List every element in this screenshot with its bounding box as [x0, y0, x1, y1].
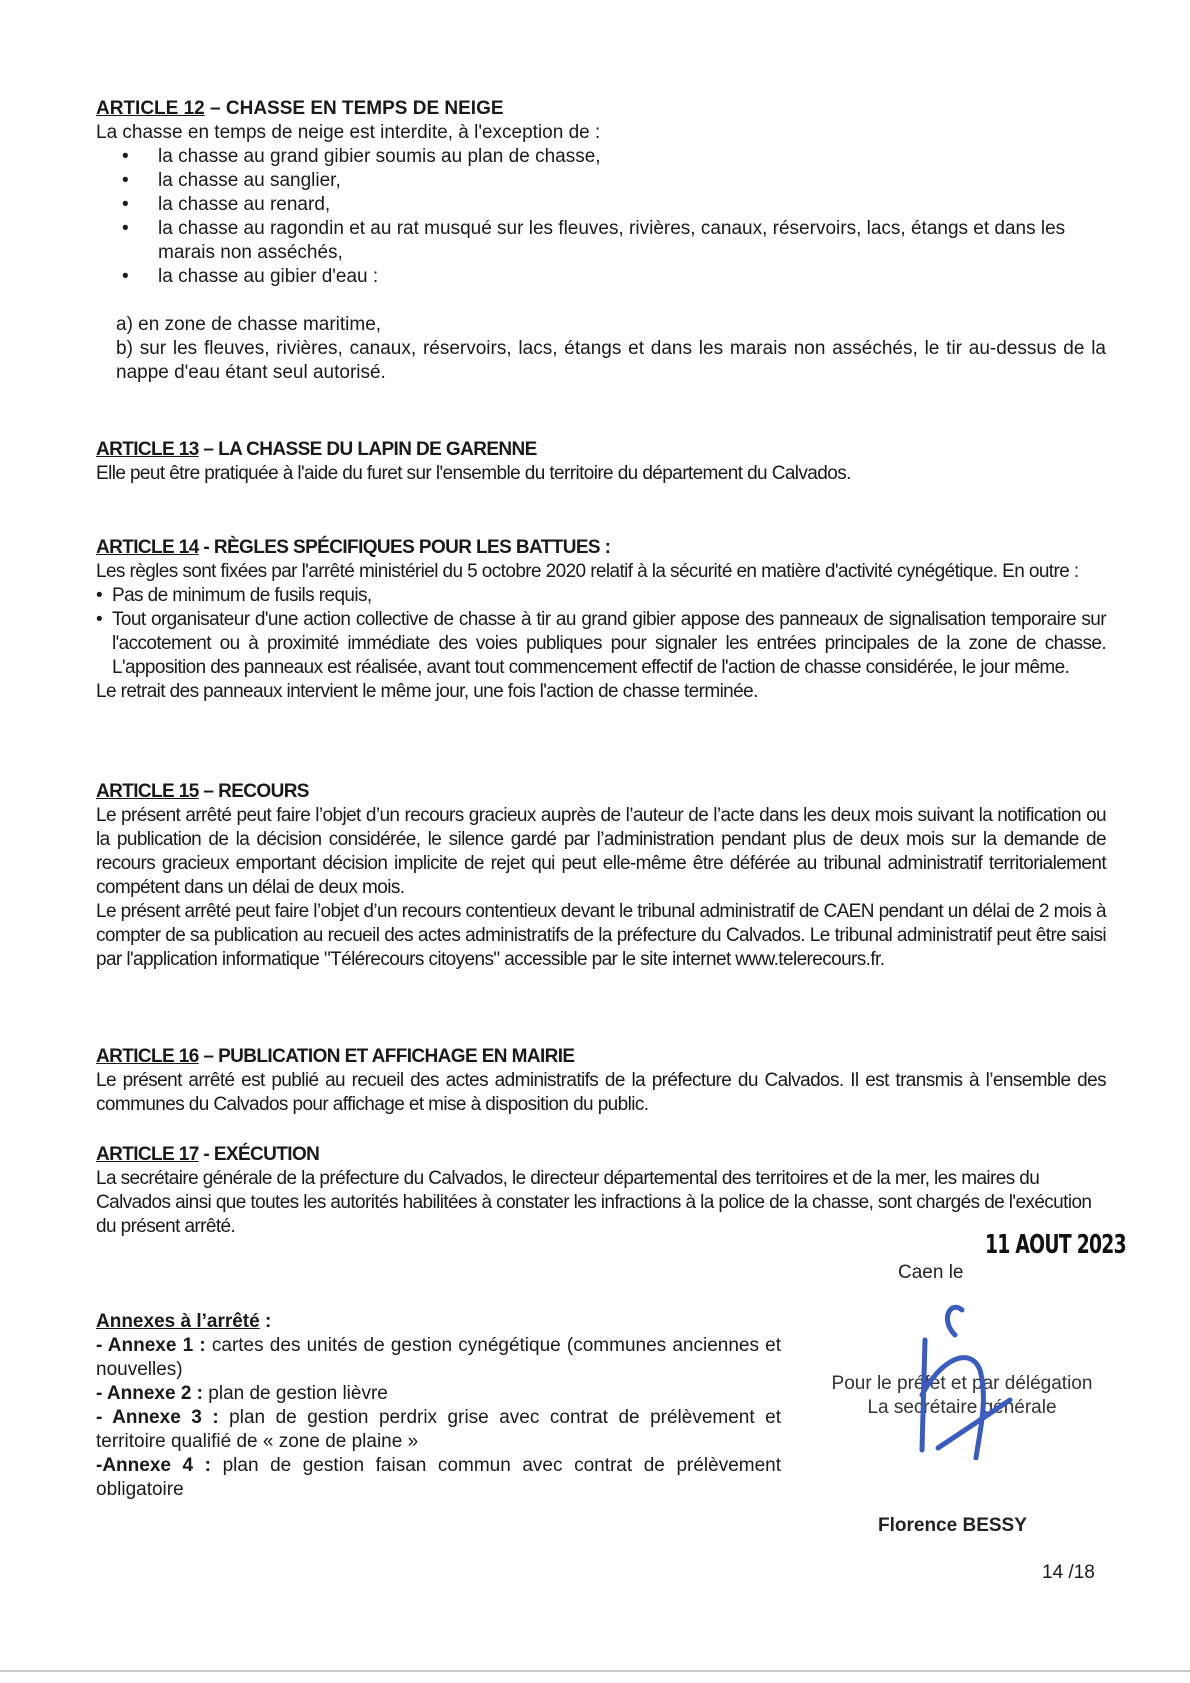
sub-item-b: b) sur les fleuves, rivières, canaux, réservoirs, lacs, étangs et dans les marais non asséchés, le tir au-dessus de la nappe d'eau étant seul autorisé. — [116, 338, 1106, 383]
delegation-title: La secrétaire générale — [867, 1397, 1057, 1418]
annex-item — [96, 1382, 781, 1406]
list-item: • la chasse au renard, — [96, 193, 1106, 217]
article-12-intro: La chasse en temps de neige est interdite, à l'exception de : — [96, 122, 601, 143]
page-number: 14 /18 — [1042, 1562, 1095, 1583]
article-12 — [96, 97, 1106, 385]
annexes-heading-suffix: : — [259, 1311, 272, 1332]
article-number: ARTICLE 13 — [96, 439, 199, 460]
article-14-outro: Le retrait des panneaux intervient le même jour, une fois l'action de chasse terminée. — [96, 681, 758, 702]
article-17-body: La secrétaire générale de la préfecture du Calvados, le directeur départemental des territoires et de la mer, les maires du Calvados ainsi que toutes les autorités habilitées à constater les infractions à la police de la chasse, sont chargés de l'exécution du présent arrêté. — [96, 1168, 1092, 1237]
article-17-heading — [96, 1143, 1106, 1167]
article-title: - EXÉCUTION — [198, 1144, 320, 1165]
annexes — [96, 1310, 781, 1502]
annex-text: plan de gestion faisan commun avec contrat de prélèvement obligatoire — [96, 1455, 781, 1500]
article-15 — [96, 780, 1106, 972]
article-13-body: Elle peut être pratiquée à l'aide du furet sur l'ensemble du territoire du département du Calvados. — [96, 463, 851, 484]
annex-item — [96, 1334, 781, 1382]
list-item: • Pas de minimum de fusils requis, — [96, 584, 1106, 608]
scan-edge-divider — [0, 1670, 1190, 1672]
article-number: ARTICLE 15 — [96, 781, 199, 802]
annex-label: - Annexe 2 : — [96, 1383, 203, 1404]
article-number: ARTICLE 12 — [96, 98, 205, 119]
article-number: ARTICLE 17 — [96, 1144, 199, 1165]
article-17 — [96, 1143, 1106, 1239]
article-title: – LA CHASSE DU LAPIN DE GARENNE — [198, 439, 537, 460]
annex-text: plan de gestion lièvre — [203, 1383, 388, 1404]
list-item: • la chasse au grand gibier soumis au plan de chasse, — [96, 145, 1106, 169]
article-16-body: Le présent arrêté est publié au recueil des actes administratifs de la préfecture du Calvados. Il est transmis à l’ensemble des communes du Calvados pour affichage et mise à disposition du public. — [96, 1070, 1106, 1115]
annex-label: -Annexe 4 : — [96, 1455, 212, 1476]
annexes-heading-text: Annexes à l’arrêté — [96, 1311, 260, 1332]
article-13 — [96, 438, 1106, 486]
article-15-paragraph: Le présent arrêté peut faire l’objet d’un recours contentieux devant le tribunal administratif de CAEN pendant un délai de 2 mois à compter de sa publication au recueil des actes administratifs de la préfecture du Calvados. Le tribunal administratif peut être saisi par l'application informatique "Télérecours citoyens" accessible par le site internet www.telerecours.fr. — [96, 901, 1106, 970]
handwritten-signature-icon — [900, 1300, 1030, 1460]
sub-item-a: a) en zone de chasse maritime, — [116, 314, 382, 335]
list-item: • Tout organisateur d'une action collective de chasse à tir au grand gibier appose des panneaux de signalisation temporaire sur l'accotement ou à proximité immédiate des voies publiques pour signaler les entrées principales de la zone de chasse. L'apposition des panneaux est réalisée, avant tout commencement effectif de l'action de chasse considérée, le jour même. — [96, 608, 1106, 680]
article-15-paragraph: Le présent arrêté peut faire l’objet d’un recours gracieux auprès de l’auteur de l’acte dans les deux mois suivant la notification ou la publication de la décision considérée, le silence gardé par l’administration pendant plus de deux mois sur la demande de recours gracieux emportant décision implicite de rejet qui peut elle-même être déférée au tribunal administratif territorialement compétent dans un délai de deux mois. — [96, 805, 1106, 898]
article-number: ARTICLE 14 — [96, 537, 199, 558]
article-14-intro: Les règles sont fixées par l'arrêté ministériel du 5 octobre 2020 relatif à la sécurité en matière d'activité cynégétique. En outre : — [96, 561, 1079, 582]
article-14-bullets — [96, 584, 1106, 680]
annex-text: plan de gestion perdrix grise avec contrat de prélèvement et territoire qualifié de « zone de plaine » — [96, 1407, 781, 1452]
list-item: • la chasse au ragondin et au rat musqué sur les fleuves, rivières, canaux, réservoirs, lacs, étangs et dans les marais non asséchés, — [96, 217, 1106, 265]
annex-label: - Annexe 1 : — [96, 1335, 206, 1356]
article-14-heading — [96, 536, 1106, 560]
article-title: – PUBLICATION ET AFFICHAGE EN MAIRIE — [198, 1046, 575, 1067]
article-title: – RECOURS — [198, 781, 309, 802]
annex-text: cartes des unités de gestion cynégétique (communes anciennes et nouvelles) — [96, 1335, 781, 1380]
annex-item — [96, 1406, 781, 1454]
article-14 — [96, 536, 1106, 704]
list-item: • la chasse au gibier d'eau : — [96, 265, 1106, 289]
article-12-heading — [96, 97, 1106, 121]
article-title: – CHASSE EN TEMPS DE NEIGE — [204, 98, 504, 119]
annex-label: - Annexe 3 : — [96, 1407, 219, 1428]
article-12-bullets — [96, 145, 1106, 289]
article-13-heading — [96, 438, 1106, 462]
annexes-heading — [96, 1310, 781, 1334]
signatory-name: Florence BESSY — [878, 1515, 1027, 1536]
article-number: ARTICLE 16 — [96, 1046, 199, 1067]
date-stamp: 11 AOUT 2023 — [985, 1230, 1126, 1260]
article-16 — [96, 1045, 1106, 1117]
list-item: • la chasse au sanglier, — [96, 169, 1106, 193]
article-title: - RÈGLES SPÉCIFIQUES POUR LES BATTUES : — [198, 537, 611, 558]
article-16-heading — [96, 1045, 1106, 1069]
place-label: Caen le — [898, 1262, 964, 1283]
delegation-line: Pour le préfet et par délégation — [831, 1373, 1093, 1394]
article-15-heading — [96, 780, 1106, 804]
annex-item — [96, 1454, 781, 1502]
